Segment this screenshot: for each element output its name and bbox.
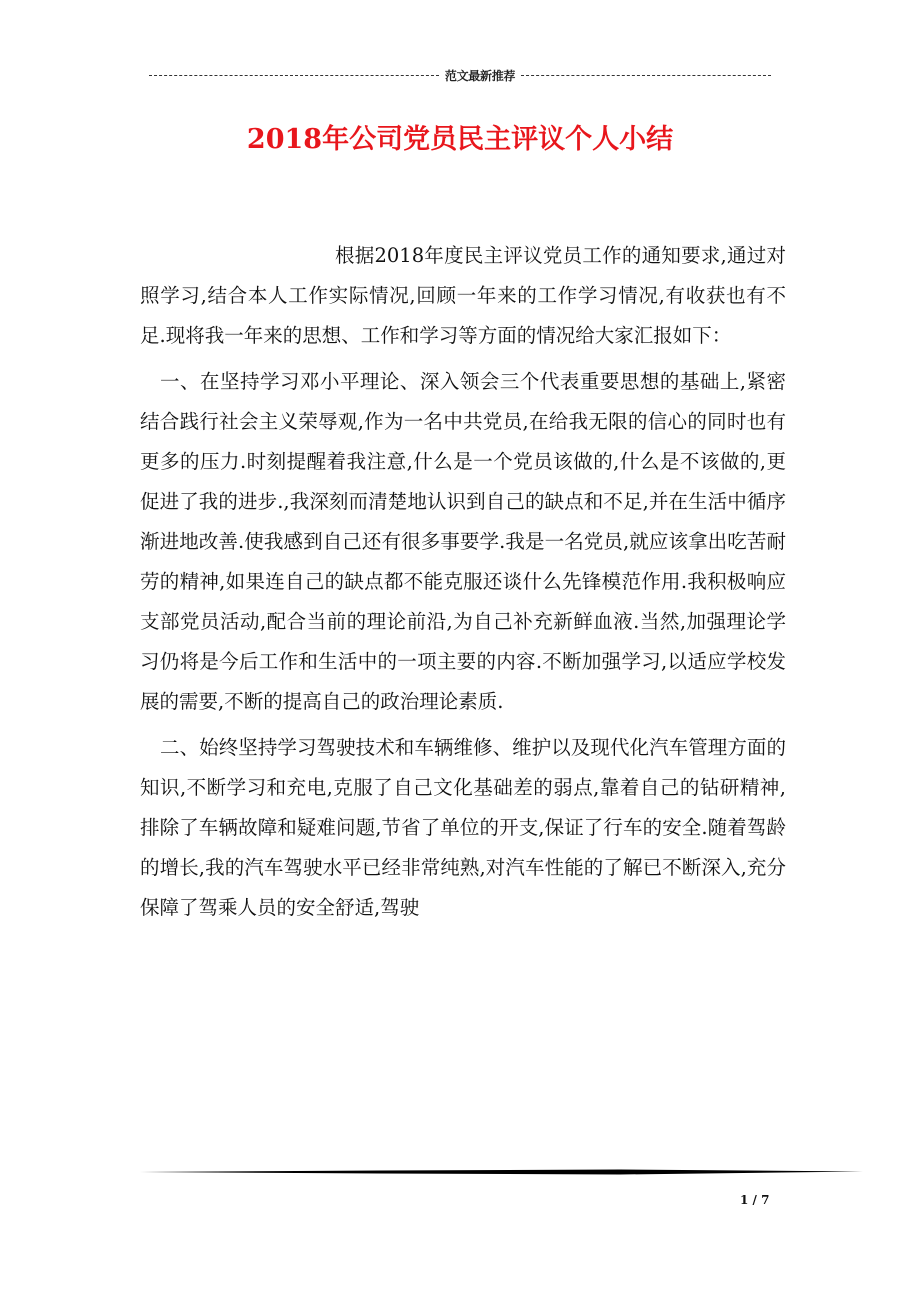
paragraph-section-2: 二、始终坚持学习驾驶技术和车辆维修、维护以及现代化汽车管理方面的知识,不断学习和充电,克服了自己文化基础差的弱点,靠着自己的钻研精神,排除了车辆故障和疑难问题,节省了单位的开支,保证了行车的安全.随着驾龄的增长,我的汽车驾驶水平已经非常纯熟,对汽车性能的了解已不断深入,充分保障了驾乘人员的安全舒适,驾驶 [140,736,786,919]
paragraph-intro: 根据2018年度民主评议党员工作的通知要求,通过对照学习,结合本人工作实际情况,回顾一年来的工作学习情况,有收获也有不足.现将我一年来的思想、工作和学习等方面的情况给大家汇报如下： [140,244,786,347]
footer-rule [140,1168,863,1176]
document-body [140,236,786,934]
header-dashes-right [521,75,771,76]
paragraph-section-1: 一、在坚持学习邓小平理论、深入领会三个代表重要思想的基础上,紧密结合践行社会主义荣辱观,作为一名中共党员,在给我无限的信心的同时也有更多的压力.时刻提醒着我注意,什么是一个党员该做的,什么是不该做的,更促进了我的进步.,我深刻而清楚地认识到自己的缺点和不足,并在生活中循序渐进地改善.使我感到自己还有很多事要学.我是一名党员,就应该拿出吃苦耐劳的精神,如果连自己的缺点都不能克服还谈什么先锋模范作用.我积极响应支部党员活动,配合当前的理论前沿,为自己补充新鲜血液.当然,加强理论学习仍将是今后工作和生活中的一项主要的内容.不断加强学习,以适应学校发展的需要,不断的提高自己的政治理论素质. [140,370,786,713]
header-label: 范文最新推荐 [444,68,516,83]
header-dashes-left [149,75,439,76]
document-title: 2018年公司党员民主评议个人小结 [246,124,674,155]
page-header [0,66,920,85]
page-number: 1 / 7 [740,1193,770,1207]
